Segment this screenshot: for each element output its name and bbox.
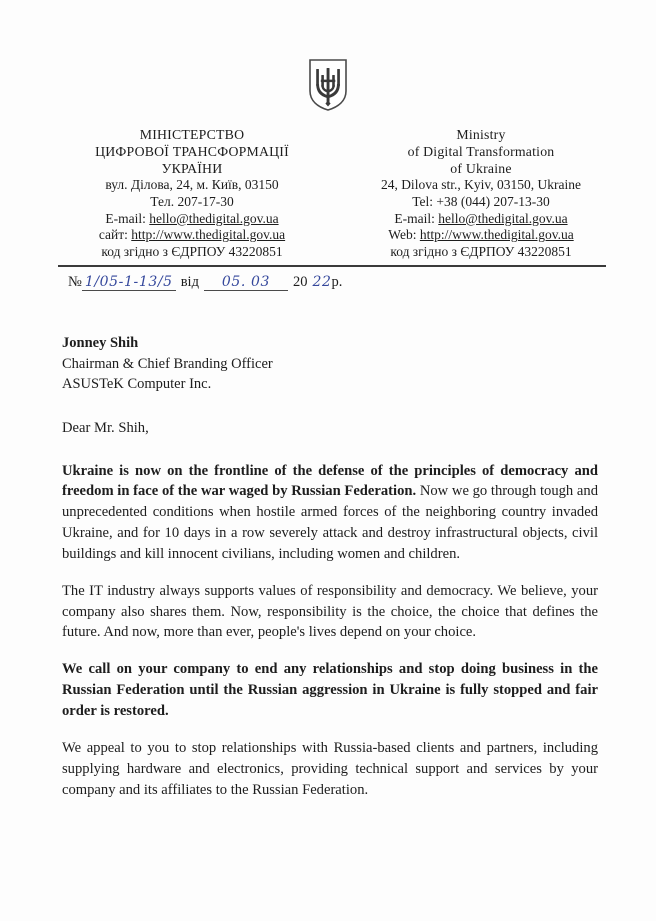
web-label-ua: сайт:: [98, 227, 128, 243]
web-row-en: [356, 227, 606, 244]
paragraph-1: [62, 461, 598, 565]
emblem-container: [0, 58, 656, 112]
email-link-en[interactable]: hello@thedigital.gov.ua: [438, 210, 568, 226]
reference-year-prefix: 20: [292, 274, 308, 290]
address-en: 24, Dilova str., Kyiv, 03150, Ukraine: [380, 177, 582, 193]
ukraine-trident-emblem-icon: [307, 58, 349, 112]
paragraph-1-bold-lead: Ukraine is now on the frontline of the defense of the principles of democracy and freedom in face of the war waged by Russian Federation.: [62, 462, 598, 500]
reference-number-symbol: №: [68, 274, 82, 290]
ministry-title-ua-line3: УКРАЇНИ: [161, 161, 223, 177]
web-link-ua[interactable]: http://www.thedigital.gov.ua: [131, 227, 286, 243]
paragraph-1-rest: Now we go through tough and unprecedented conditions when hostile armed forces of the neighboring country invaded Ukraine, and for 10 days in a row severely attack and destroy infrastructural objects, civil buildings and kill innocent civilians, including women and children.: [62, 483, 598, 562]
salutation: Dear Mr. Shih,: [62, 420, 149, 436]
reference-number-value[interactable]: 1/05-1-13/5: [82, 274, 176, 291]
reference-date-value[interactable]: 05. 03: [204, 274, 288, 291]
email-label-ua: E-mail:: [105, 210, 146, 226]
ministry-title-en-line2: of Digital Transformation: [407, 144, 555, 160]
ministry-title-ua-line2: ЦИФРОВОЇ ТРАНСФОРМАЦІЇ: [95, 144, 289, 160]
web-row-ua: [58, 227, 326, 244]
email-row-ua: [58, 211, 326, 228]
reference-year-suffix: р.: [331, 274, 343, 290]
address-ua: вул. Ділова, 24, м. Київ, 03150: [105, 177, 279, 193]
email-link-ua[interactable]: hello@thedigital.gov.ua: [149, 210, 279, 226]
ministry-title-en-line3: of Ukraine: [450, 161, 512, 177]
letterhead-ukrainian: [58, 126, 326, 261]
ministry-title-en-line1: Ministry: [456, 127, 506, 142]
phone-ua: Тел. 207-17-30: [150, 194, 234, 210]
reference-date-label: від: [180, 274, 199, 290]
reference-year-value[interactable]: 22: [312, 274, 332, 290]
paragraph-4: We appeal to you to stop relationships with Russia-based clients and partners, including supplying hardware and electronics, providing technical support and services by your company and its affiliates to the Russian Federation.: [62, 740, 598, 798]
email-label-en: E-mail:: [394, 210, 435, 226]
registry-code-en: код згідно з ЄДРПОУ 43220851: [390, 244, 572, 260]
web-link-en[interactable]: http://www.thedigital.gov.ua: [419, 227, 574, 243]
phone-en: Tel: +38 (044) 207-13-30: [412, 194, 550, 210]
recipient-name: Jonney Shih: [62, 335, 139, 351]
letter-body: [62, 418, 598, 817]
email-row-en: [356, 211, 606, 228]
paragraph-3: We call on your company to end any relationships and stop doing business in the Russian Federation until the Russian aggression in Ukraine is fully stopped and fair order is restored.: [62, 661, 598, 719]
ministry-title-ua-line1: МІНІСТЕРСТВО: [139, 127, 245, 142]
letterhead-english: [356, 126, 606, 261]
letterhead: [58, 126, 606, 261]
paragraph-2: The IT industry always supports values of responsibility and democracy. We believe, your company also shares them. Now, responsibility is the choice, the choice that defines the future. And now, more than ever, people's lives depend on your choice.: [62, 582, 598, 641]
reference-line: [68, 274, 342, 291]
recipient-block: [62, 333, 273, 395]
registry-code-ua: код згідно з ЄДРПОУ 43220851: [101, 244, 283, 260]
recipient-title: Chairman & Chief Branding Officer: [62, 355, 273, 372]
letterhead-divider: [58, 265, 606, 267]
web-label-en: Web:: [388, 227, 417, 243]
recipient-company: ASUSTeK Computer Inc.: [62, 376, 212, 393]
